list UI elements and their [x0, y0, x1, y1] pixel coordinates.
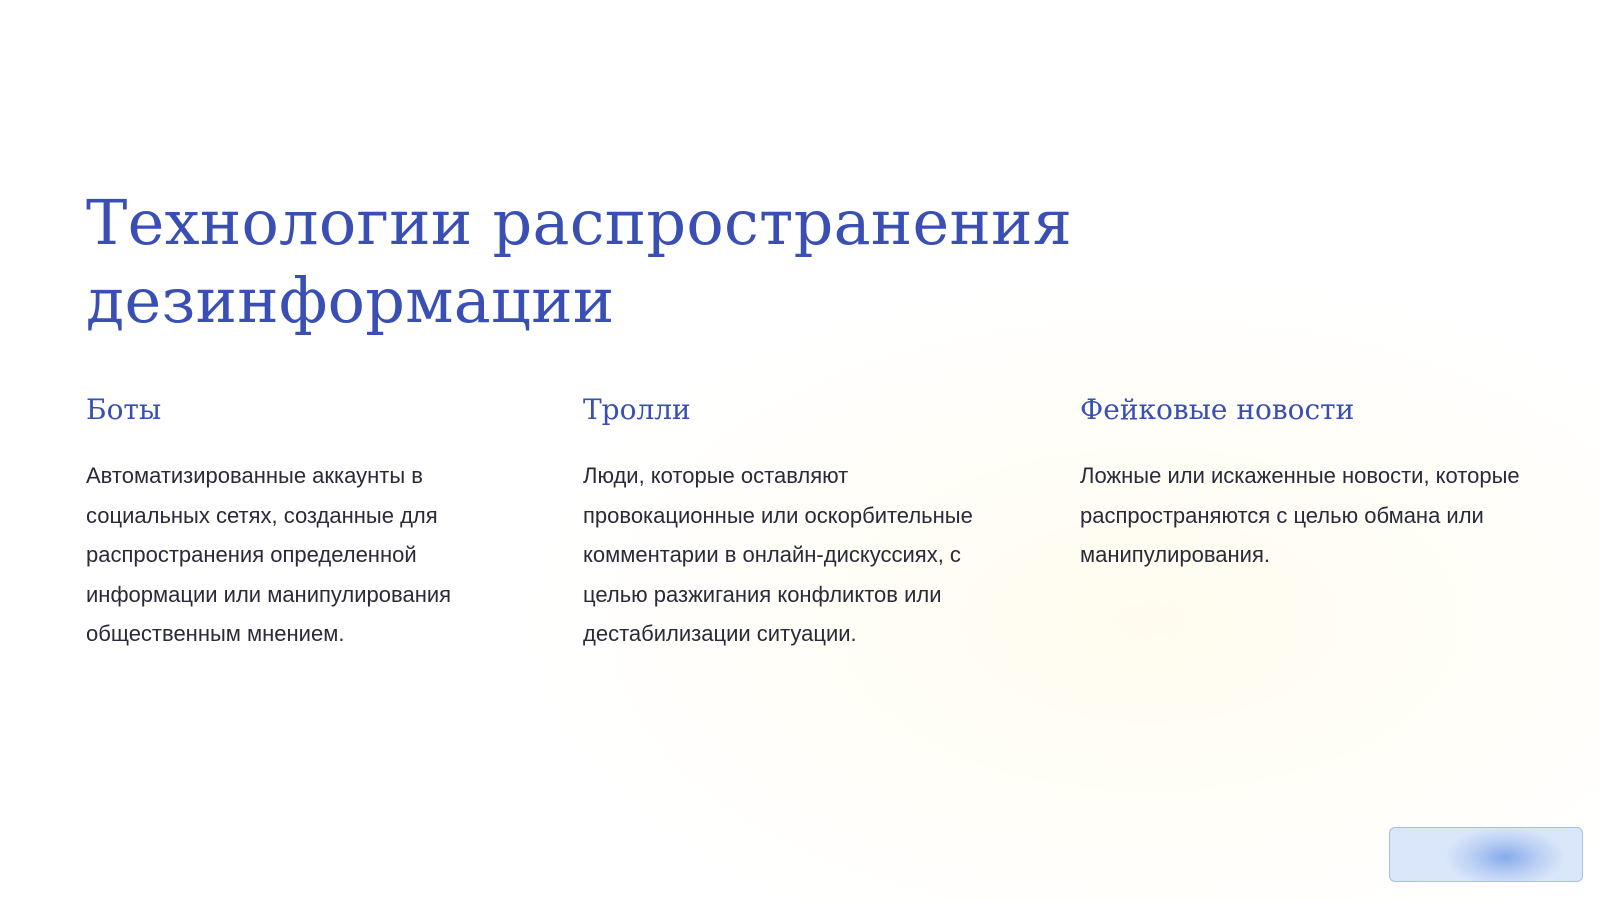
column-text: Автоматизированные аккаунты в социальных сетях, созданные для распространения определенной информации или манипулирования общественным мнением.: [86, 463, 452, 646]
slide-title: Технологии распространения дезинформации: [86, 186, 1073, 337]
column-heading: Фейковые новости: [1080, 393, 1355, 426]
column-bots: [86, 392, 526, 654]
column-fake-news: [1080, 392, 1530, 575]
column-text: Ложные или искаженные новости, которые распространяются с целью обмана или манипулирования.: [1080, 463, 1520, 567]
column-heading: Боты: [86, 393, 162, 426]
column-trolls: [583, 392, 1023, 654]
corner-action-button[interactable]: [1389, 827, 1583, 882]
column-heading: Тролли: [583, 393, 691, 426]
column-text: Люди, которые оставляют провокационные или оскорбительные комментарии в онлайн-дискуссиях, с целью разжигания конфликтов или дестабилизации ситуации.: [583, 463, 973, 646]
